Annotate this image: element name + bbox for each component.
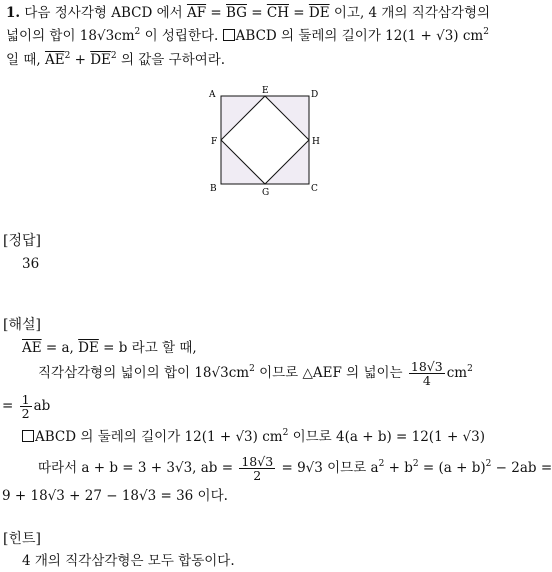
solution-text: = — [2, 398, 14, 414]
label-f: F — [211, 137, 218, 147]
square-symbol-icon — [22, 430, 34, 442]
solution-text: = b 라고 할 때, — [98, 340, 197, 356]
fraction — [409, 360, 445, 387]
solution-line-2: 직각삼각형의 넓이의 합이 $18√3cm^2$ 이므로 △AEF 의 넓이는 $\frac{18√3}{4}$ $cm^2$ — [38, 359, 473, 388]
solution-text: 직각삼각형의 넓이의 합이 18√3cm — [38, 365, 250, 381]
answer-header: [정답] — [3, 233, 41, 249]
label-h: H — [312, 137, 320, 147]
solution-line-6: 9 + 18√3 + 27 − 18√3 = 36 이다. — [2, 488, 228, 504]
fraction-numerator: 1 — [21, 392, 30, 407]
problem-text: 넓이의 합이 18√3cm — [6, 28, 135, 44]
label-g: G — [262, 188, 270, 198]
problem-text: ABCD 의 둘레의 길이가 12(1 + √3) cm — [235, 28, 484, 44]
solution-text: ab — [33, 398, 51, 414]
label-e: E — [262, 86, 269, 96]
segment-de: $\overline{DE}$ — [308, 5, 330, 21]
label-a: A — [209, 90, 216, 100]
problem-line-1: 1. 다음 정사각형 ABCD 에서 $\overline{AF} = \overline{BG} = \overline{CH} = \overline{DE}$ 이고, 4 개의 직각삼각형의 — [6, 5, 491, 21]
label-d: D — [311, 90, 319, 100]
answer-value: 36 — [22, 256, 40, 272]
solution-text: 이므로 4(a + b) = 12(1 + √3) — [288, 429, 486, 445]
solution-text: 이므로 △AEF 의 넓이는 — [254, 365, 403, 381]
solution-text: ABCD 의 둘레의 길이가 12(1 + √3) cm — [35, 429, 283, 445]
solution-text: = (a + b) — [418, 460, 486, 476]
solution-header: [해설] — [3, 317, 41, 333]
segment-ae: $\overline{AE}$ — [44, 52, 65, 68]
solution-line-5: 따라서 a + b = 3 + 3√3, ab = $\frac{18√3}{2}$ = 9√3 이므로 $a^2 + b^2 = (a + b)^2 - 2ab$ = — [38, 454, 552, 483]
solution-text: + b — [384, 460, 413, 476]
problem-line-3: 일 때, $\overline{AE}^2 + \overline{DE}^2$ 의 값을 구하여라. — [6, 51, 226, 68]
fraction — [239, 455, 275, 482]
fraction-numerator: 18√3 — [410, 359, 443, 374]
problem-text: 다음 정사각형 ABCD 에서 — [24, 5, 183, 21]
square-figure — [205, 84, 330, 200]
square-symbol-icon — [223, 29, 235, 41]
problem-line-2: 넓이의 합이 $18√3cm^2$ 이 성립한다. ABCD 의 둘레의 길이가 12(1 + √3) $cm^2$ — [6, 27, 489, 44]
solution-line-3 — [2, 393, 50, 420]
segment-de: $\overline{DE}$ — [90, 52, 111, 68]
fraction-numerator: 18√3 — [241, 454, 274, 469]
segment-de: $\overline{DE}$ — [78, 340, 99, 356]
solution-line-4: ABCD 의 둘레의 길이가 12(1 + √3) $cm^2$ 이므로 4(a + b) = 12(1 + √3) — [22, 428, 485, 446]
hint-text: 4 개의 직각삼각형은 모두 합동이다. — [22, 553, 235, 569]
problem-text: 이 성립한다. — [144, 28, 219, 44]
hint-header: [힌트] — [3, 531, 41, 547]
solution-line-1 — [22, 339, 197, 357]
problem-number: 1. — [6, 5, 21, 21]
solution-text: = a, — [41, 340, 79, 356]
problem-text: 이고, 4 개의 직각삼각형의 — [333, 5, 491, 21]
solution-text: = 9√3 이므로 a — [281, 460, 379, 476]
fraction-denominator: 2 — [21, 406, 30, 421]
label-b: B — [210, 184, 217, 194]
segment-ae: $\overline{AE}$ — [22, 340, 42, 356]
problem-text: 의 값을 구하여라. — [120, 52, 226, 68]
segment-bg: $\overline{BG}$ — [226, 5, 247, 21]
segment-af: $\overline{AF}$ — [186, 5, 207, 21]
solution-text: cm — [446, 365, 468, 381]
segment-ch: $\overline{CH}$ — [266, 5, 289, 21]
solution-text: − 2ab = — [491, 460, 552, 476]
fraction-denominator: 4 — [422, 373, 431, 388]
solution-text: 따라서 a + b = 3 + 3√3, ab = — [38, 460, 234, 476]
label-c: C — [311, 184, 318, 194]
problem-text: 일 때, — [6, 52, 41, 68]
fraction-denominator: 2 — [253, 468, 262, 483]
fraction — [20, 393, 32, 420]
